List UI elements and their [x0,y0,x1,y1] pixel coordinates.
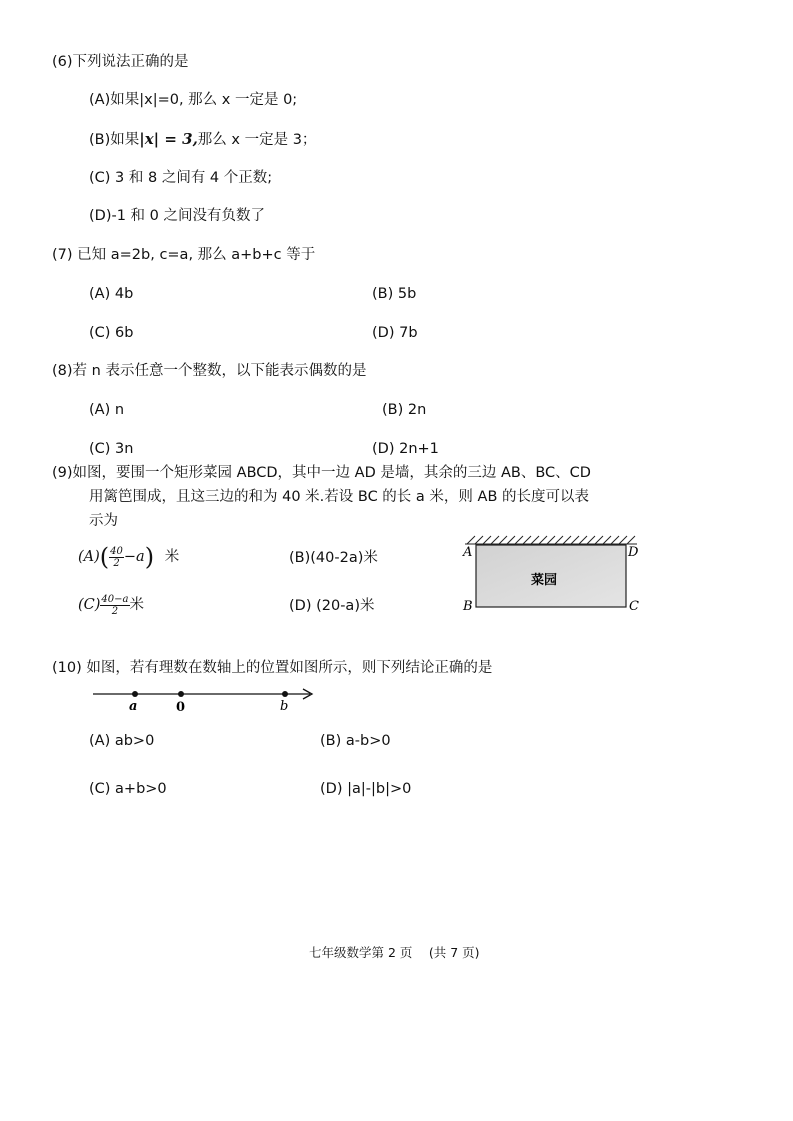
q7-option-c: (C) 6b [89,325,134,341]
q6-option-c: (C) 3 和 8 之间有 4 个正数; [89,170,273,186]
q10-option-a: (A) ab>0 [89,733,155,749]
q9-stem-line1: (9)如图，要围一个矩形菜园 ABCD，其中一边 AD 是墙，其余的三边 AB、BC、CD [52,465,591,481]
point-b [282,691,288,697]
q9-option-a-denominator: 2 [113,557,120,569]
q9-option-c-denominator: 2 [111,605,119,617]
label-d: D [628,545,639,560]
q9-option-a [78,540,179,574]
q9-option-c-numerator: 40−a [101,593,129,605]
q7-option-b: (B) 5b [372,286,417,302]
q9-option-c-label: (C) [78,597,101,613]
q10-option-d: (D) |a|-|b|>0 [320,781,412,797]
q9-option-a-tail: −a [123,549,145,565]
q9-option-a-label: (A) [78,549,100,565]
q9-stem-line3: 示为 [89,513,118,529]
q7-option-a: (A) 4b [89,286,134,302]
q6-stem: (6)下列说法正确的是 [52,54,189,70]
q8-option-b: (B) 2n [382,402,427,418]
label-c: C [629,599,639,614]
q9-stem-line2: 用篱笆围成，且这三边的和为 40 米.若设 BC 的长 a 米，则 AB 的长度可以表 [89,489,589,505]
label-b: b [280,699,289,714]
q7-stem: (7) 已知 a=2b, c=a, 那么 a+b+c 等于 [52,247,316,263]
q9-option-c-fraction [100,594,129,617]
label-a: A [463,545,473,560]
point-zero [178,691,184,697]
q8-option-c: (C) 3n [89,441,134,457]
label-a: a [129,699,138,714]
wall-hatching [465,536,637,544]
q10-option-c: (C) a+b>0 [89,781,167,797]
q10-number-line [90,684,320,714]
q9-option-d: (D) (20-a)米 [289,598,375,614]
q6-option-b-suffix: 那么 x 一定是 3； [197,132,317,148]
q6-option-b-math: |x| = 3, [139,130,198,148]
q9-option-b: (B)(40-2a)米 [289,550,378,566]
q6-option-d: (D)-1 和 0 之间没有负数了 [89,208,265,224]
q9-option-a-unit: 米 [164,549,180,565]
q9-option-a-numerator: 40 [110,545,123,557]
q8-option-a: (A) n [89,402,125,418]
q9-option-a-fraction [109,546,124,569]
label-b: B [463,599,473,614]
q6-option-a: (A)如果|x|=0, 那么 x 一定是 0; [89,92,298,108]
q9-option-a-close-paren: ) [144,543,155,571]
q6-option-b-prefix: (B)如果 [89,132,140,148]
page-footer: 七年级数学第 2 页 (共 7 页) [309,945,480,960]
label-zero: 0 [176,700,186,714]
q6-option-b [89,130,316,149]
q7-option-d: (D) 7b [372,325,418,341]
q10-stem: (10) 如图，若有理数在数轴上的位置如图所示，则下列结论正确的是 [52,660,493,676]
q8-stem: (8)若 n 表示任意一个整数，以下能表示偶数的是 [52,363,367,379]
point-a [132,691,138,697]
q9-option-a-open-paren: ( [99,543,110,571]
q9-option-c [78,588,144,622]
q10-option-b: (B) a-b>0 [320,733,391,749]
q8-option-d: (D) 2n+1 [372,441,439,457]
q9-option-c-unit: 米 [129,597,144,613]
q9-garden-figure [460,532,650,617]
garden-label: 菜园 [531,573,558,588]
